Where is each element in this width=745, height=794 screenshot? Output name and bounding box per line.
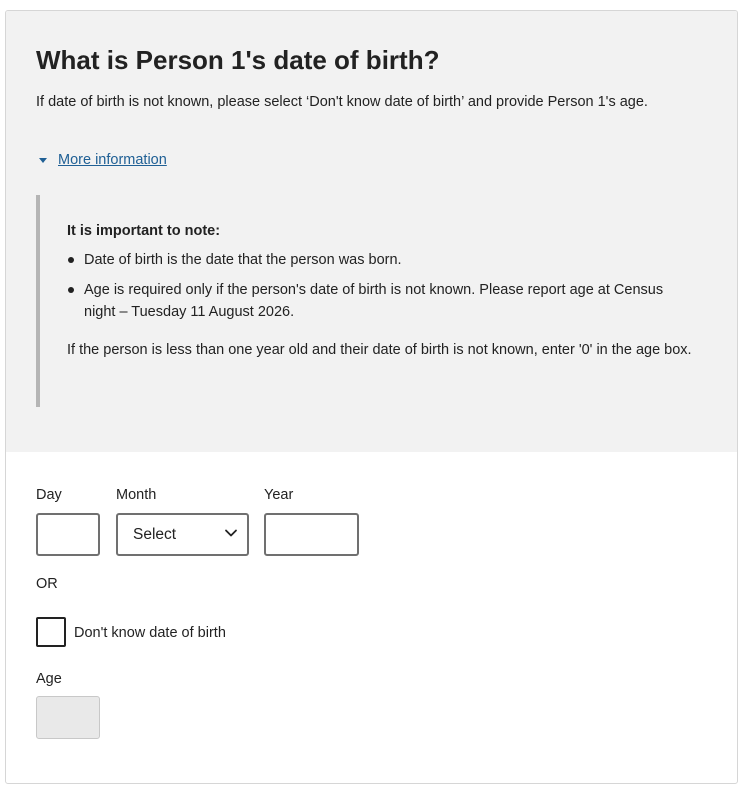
or-separator: OR (36, 576, 58, 592)
list-item: Date of birth is the date that the person was born. (67, 249, 677, 271)
question-panel (6, 11, 737, 452)
list-item: Age is required only if the person's date of birth is not known. Please report age at Census night – Tuesday 11 August 2026. (67, 279, 677, 323)
note-paragraph: If the person is less than one year old and their date of birth is not known, enter '0' in the age box. (67, 342, 692, 358)
age-label: Age (36, 671, 62, 687)
year-input[interactable] (264, 513, 359, 556)
day-label: Day (36, 487, 62, 503)
day-input[interactable] (36, 513, 100, 556)
dont-know-checkbox[interactable] (36, 617, 66, 647)
dont-know-label[interactable]: Don't know date of birth (74, 625, 226, 641)
more-information-panel (36, 195, 696, 407)
month-select-value: Select (133, 525, 177, 543)
month-label: Month (116, 487, 157, 503)
year-label: Year (264, 487, 294, 503)
month-select[interactable] (116, 513, 249, 556)
age-input[interactable] (36, 696, 100, 739)
question-intro: If date of birth is not known, please select ‘Don't know date of birth’ and provide Person 1's age. (36, 94, 648, 110)
more-information-toggle[interactable] (39, 152, 167, 168)
chevron-down-icon (224, 526, 238, 540)
page-title: What is Person 1's date of birth? (36, 45, 440, 75)
more-information-link[interactable]: More information (58, 152, 167, 168)
caret-down-icon (39, 158, 47, 163)
note-heading: It is important to note: (67, 223, 221, 239)
question-card (5, 10, 738, 784)
note-list (67, 249, 677, 331)
